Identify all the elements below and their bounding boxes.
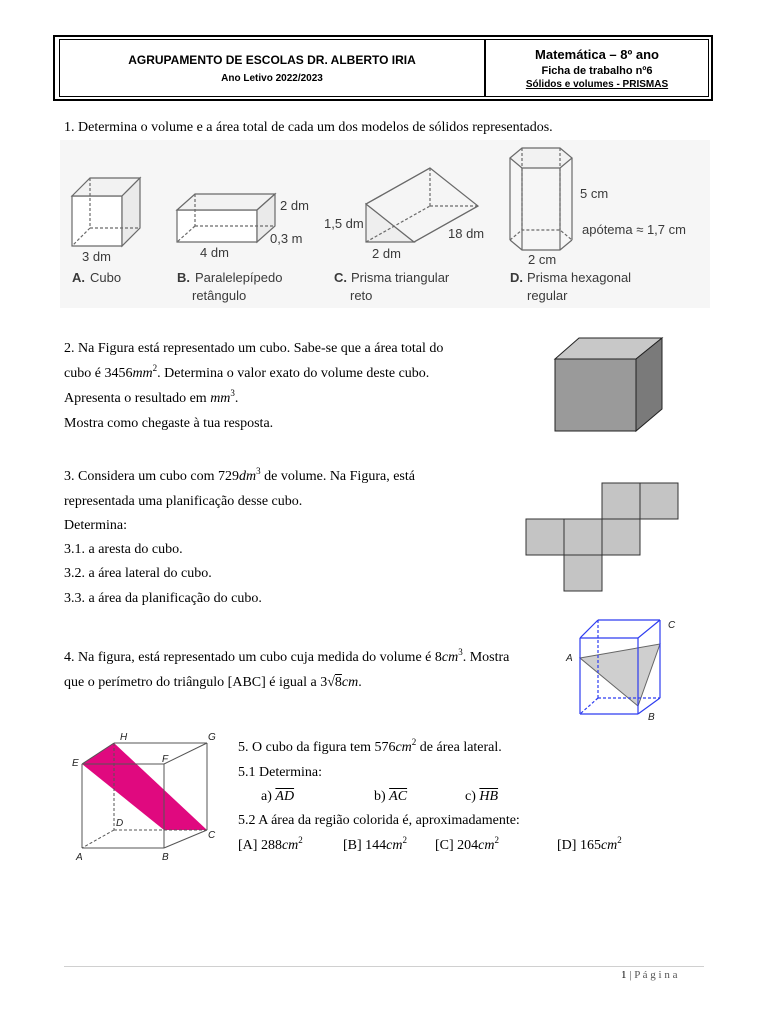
q5-label-c: C — [208, 830, 216, 841]
q4-volume-value: 8 — [434, 650, 442, 665]
colored-region — [82, 743, 207, 830]
q2-line-3 — [64, 386, 238, 411]
option-c-label: [C] — [435, 838, 454, 853]
q5-option-a — [238, 833, 303, 858]
option-d-unit: cm — [600, 838, 618, 853]
q3-line-1-end: de volume. Na Figura, está — [260, 469, 415, 484]
segment-a-label: a) — [261, 789, 272, 804]
prism-c-letter: C. — [334, 270, 347, 285]
school-year: Ano Letivo 2022/2023 — [221, 72, 323, 84]
q5-label-e: E — [72, 758, 79, 769]
prism-d-letter: D. — [510, 270, 523, 285]
option-a-value: 288 — [260, 838, 282, 853]
segment-c-name: $\overline{HB}$ — [479, 789, 499, 804]
q4-volume-unit: cm — [441, 650, 459, 665]
q5-cube-figure — [62, 726, 222, 866]
q5-line-1-start: 5. O cubo da figura tem — [238, 740, 375, 755]
prism-d-edge-label: 2 cm — [528, 252, 557, 267]
q1-solids-figure — [60, 140, 710, 308]
q2-area-unit: mm — [132, 366, 153, 381]
q5-option-c — [435, 833, 499, 858]
page-footer — [621, 969, 677, 981]
q3-cube-net-figure — [525, 482, 685, 592]
q5-segment-b — [374, 784, 407, 809]
prism-c-length-label: 18 dm — [448, 226, 485, 241]
q2-line-2-start: cubo é — [64, 366, 105, 381]
q1-text: 1. Determina o volume e a área total de cada um dos modelos de sólidos representados. — [64, 120, 553, 135]
q4-line-1-start: 4. Na figura, está representado um cubo cuja medida do volume é — [64, 650, 435, 665]
parallelepiped-letter: B. — [177, 270, 190, 285]
q4-line-1-end: . Mostra — [462, 650, 510, 665]
cube-a-edge-label: 3 dm — [82, 249, 111, 264]
q2-result-exp: 3 — [230, 388, 235, 398]
option-b-unit: cm — [386, 838, 403, 853]
q5-line-1-end: de área lateral. — [416, 740, 502, 755]
q4-cube-figure — [560, 614, 685, 724]
page-label: | P á g i n a — [629, 969, 678, 981]
sqrt-symbol: √ — [327, 675, 335, 690]
q5-segment-a — [261, 784, 294, 809]
q5-sub-2: 5.2 A área da região colorida é, aproximadamente: — [238, 813, 520, 828]
option-b-exp: 2 — [402, 835, 407, 845]
q5-segment-c — [465, 784, 498, 809]
q2-area-exp: 2 — [152, 363, 158, 373]
q5-option-d — [557, 833, 622, 858]
q5-option-b — [343, 833, 407, 858]
q3-volume-unit: dm — [238, 469, 257, 484]
worksheet-topic: Sólidos e volumes - PRISMAS — [525, 78, 669, 90]
parallelepiped-height-label: 2 dm — [280, 198, 309, 213]
segment-b-name: $\overline{AC}$ — [389, 789, 408, 804]
q3-line-1-start: 3. Considera um cubo com — [64, 469, 218, 484]
q2-line-2 — [64, 361, 429, 386]
cube-front-face — [555, 359, 636, 431]
q2-area-value: 3456 — [104, 366, 133, 381]
q4-label-a: A — [566, 653, 573, 664]
header-right — [486, 40, 708, 96]
parallelepiped-depth-label: 0,3 m — [270, 231, 303, 246]
prism-d-name-1: Prisma hexagonal — [527, 270, 632, 285]
q3-line-2: representada uma planificação desse cubo. — [64, 494, 303, 509]
triangle-abc — [580, 644, 660, 706]
option-a-unit: cm — [281, 838, 299, 853]
q5-label-b: B — [162, 852, 169, 863]
q2-line-3-end: . — [234, 391, 239, 406]
q2-cube-figure — [552, 335, 682, 435]
header-left — [60, 40, 486, 96]
q5-label-a: A — [76, 852, 83, 863]
q4-line-2-end: . — [358, 675, 362, 690]
option-b-label: [B] — [343, 838, 362, 853]
prism-d-name-2: regular — [527, 288, 568, 303]
q3-volume-value: 729 — [217, 469, 239, 484]
q5-area-value: 576 — [374, 740, 396, 755]
q4-perimeter-coef: 3 — [320, 675, 328, 690]
prism-c-name-1: Prisma triangular — [351, 270, 450, 285]
parallelepiped-b — [177, 194, 275, 242]
cube-a-name: Cubo — [90, 270, 122, 285]
option-b-value: 144 — [365, 838, 387, 853]
q5-label-h: H — [120, 732, 128, 743]
q3-volume-exp: 3 — [256, 466, 261, 476]
footer-divider — [64, 966, 704, 967]
q4-line-2 — [64, 670, 362, 695]
parallelepiped-name-1: Paralelepípedo — [195, 270, 283, 285]
q5-label-g: G — [208, 732, 216, 743]
q2-line-4: Mostra como chegaste à tua resposta. — [64, 416, 274, 431]
q5-sub-1: 5.1 Determina: — [238, 765, 322, 780]
q5-label-d: D — [116, 818, 124, 829]
q2-line-3-start: Apresenta o resultado em — [64, 391, 211, 406]
subject: Matemática – 8º ano — [535, 46, 659, 62]
q4-volume-exp: 3 — [458, 647, 463, 657]
q3-item-1: 3.1. a aresta do cubo. — [64, 542, 183, 557]
q4-perimeter-radicand: 8 — [334, 675, 342, 690]
q5-label-f: F — [162, 754, 169, 765]
segment-b-label: b) — [374, 789, 386, 804]
option-d-exp: 2 — [617, 835, 622, 845]
prism-c-name-2: reto — [350, 288, 373, 303]
worksheet-number: Ficha de trabalho nº6 — [541, 64, 653, 77]
q2-line-2-end: . Determina o valor exato do volume deste cubo. — [157, 366, 430, 381]
q4-line-2-start: que o perímetro do triângulo [ABC] é igual a — [64, 675, 321, 690]
q3-item-3: 3.3. a área da planificação do cubo. — [64, 591, 262, 606]
option-d-value: 165 — [579, 838, 601, 853]
prism-d-apothem-label: apótema ≈ 1,7 cm — [582, 222, 686, 237]
cube-a — [72, 178, 140, 246]
option-c-unit: cm — [478, 838, 495, 853]
cube-a-letter: A. — [72, 270, 85, 285]
segment-a-name: $\overline{AD}$ — [275, 789, 295, 804]
q5-area-unit: cm — [395, 740, 412, 755]
parallelepiped-length-label: 4 dm — [200, 245, 229, 260]
parallelepiped-name-2: retângulo — [192, 288, 247, 303]
q3-item-2: 3.2. a área lateral do cubo. — [64, 566, 212, 581]
option-c-exp: 2 — [494, 835, 499, 845]
q5-area-exp: 2 — [411, 737, 417, 747]
q4-label-b: B — [648, 712, 655, 723]
option-c-value: 204 — [457, 838, 479, 853]
q4-label-c: C — [668, 620, 676, 631]
option-a-label: [A] — [238, 838, 258, 853]
q5-line-1 — [238, 735, 502, 760]
q3-line-1 — [64, 464, 415, 489]
prism-c-height-label: 1,5 dm — [324, 216, 364, 231]
segment-c-label: c) — [465, 789, 476, 804]
prism-d-height-label: 5 cm — [580, 186, 609, 201]
q2-line-1: 2. Na Figura está representado um cubo. Sabe-se que a área total do — [64, 341, 444, 356]
q4-perimeter-unit: cm — [341, 675, 359, 690]
option-a-exp: 2 — [298, 835, 303, 845]
page-number: 1 — [621, 969, 627, 981]
q4-line-1 — [64, 645, 509, 670]
header-inner — [59, 39, 709, 97]
school-name: AGRUPAMENTO DE ESCOLAS DR. ALBERTO IRIA — [128, 52, 416, 67]
q3-line-3: Determina: — [64, 518, 127, 533]
cube-net — [526, 483, 678, 591]
prism-c-base-label: 2 dm — [372, 246, 401, 261]
q2-result-unit: mm — [210, 391, 231, 406]
option-d-label: [D] — [557, 838, 577, 853]
